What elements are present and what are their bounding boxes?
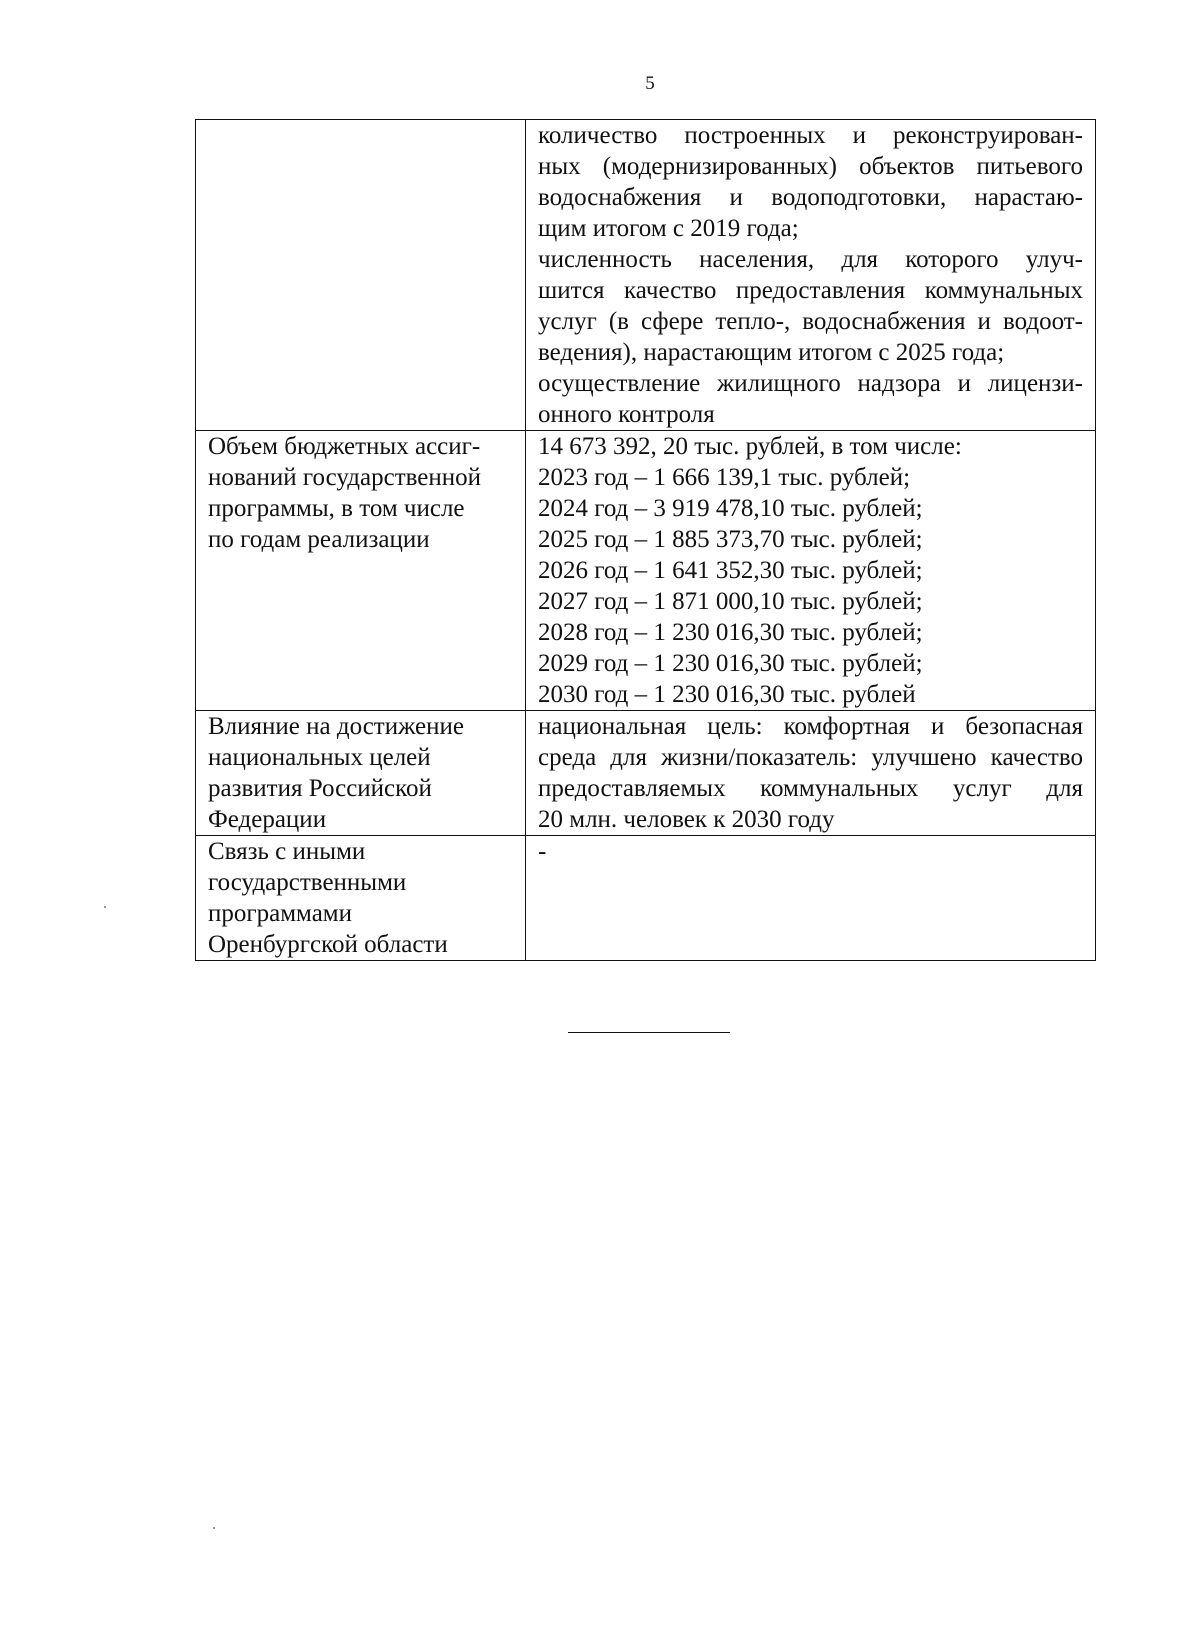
national-goals-label-line: Влияние на достижение: [208, 713, 464, 740]
indicators-line: количество построенных и реконструирован-: [538, 122, 1083, 149]
indicators-line: онного контроля: [538, 401, 715, 428]
national-goals-label-line: Федерации: [208, 806, 327, 833]
budget-year-2028: 2028 год – 1 230 016,30 тыс. рублей;: [538, 619, 923, 646]
budget-label-line: Объем бюджетных ассиг-: [208, 433, 481, 460]
budget-label-cell: [196, 431, 526, 711]
budget-year-2024: 2024 год – 3 919 478,10 тыс. рублей;: [538, 495, 923, 522]
related-programs-label-line: программами: [208, 900, 352, 927]
related-programs-label-line: Оренбургской области: [208, 931, 448, 958]
scan-speck: [104, 906, 106, 908]
national-goals-line: 20 млн. человек к 2030 году: [538, 806, 835, 833]
indicators-line: щим итогом с 2019 года;: [538, 215, 799, 242]
budget-label-line: по годам реализации: [208, 526, 430, 553]
indicators-line: численность населения, для которого улуч-: [538, 246, 1083, 273]
page-number: 5: [645, 73, 655, 94]
national-goals-label-line: развития Российской: [208, 775, 432, 802]
national-goals-value-cell: [526, 711, 1096, 836]
related-programs-label-cell: [196, 836, 526, 961]
national-goals-line: среда для жизни/показатель: улучшено качество: [538, 744, 1083, 771]
related-programs-label-line: государственными: [208, 869, 407, 896]
budget-label-line: программы, в том числе: [208, 495, 465, 522]
indicators-line: ных (модернизированных) объектов питьевого: [538, 153, 1083, 180]
budget-year-2023: 2023 год – 1 666 139,1 тыс. рублей;: [538, 464, 911, 491]
national-goals-label-line: национальных целей: [208, 744, 431, 771]
national-goals-label-cell: [196, 711, 526, 836]
closing-rule: [568, 1032, 730, 1033]
table-row-indicators: [196, 120, 1096, 431]
budget-year-2026: 2026 год – 1 641 352,30 тыс. рублей;: [538, 557, 923, 584]
program-passport-table: [195, 119, 1096, 961]
table-row-national-goals: [196, 711, 1096, 836]
budget-total: 14 673 392, 20 тыс. рублей, в том числе:: [538, 433, 962, 460]
indicators-label-cell: [196, 120, 526, 431]
indicators-line: водоснабжения и водоподготовки, нарастаю-: [538, 184, 1083, 211]
indicators-line: осуществление жилищного надзора и лицензи-: [538, 370, 1083, 397]
table-row-related-programs: [196, 836, 1096, 961]
related-programs-value-cell: [526, 836, 1096, 961]
table-row-budget: [196, 431, 1096, 711]
budget-value-cell: [526, 431, 1096, 711]
indicators-line: шится качество предоставления коммунальных: [538, 277, 1083, 304]
related-programs-value: -: [538, 838, 547, 865]
budget-label-line: нований государственной: [208, 464, 482, 491]
budget-year-2030: 2030 год – 1 230 016,30 тыс. рублей: [538, 681, 916, 708]
related-programs-label-line: Связь с иными: [208, 838, 366, 865]
budget-year-2027: 2027 год – 1 871 000,10 тыс. рублей;: [538, 588, 923, 615]
scan-speck: [213, 1527, 215, 1529]
indicators-line: услуг (в сфере тепло-, водоснабжения и водоот-: [538, 308, 1083, 335]
budget-year-2029: 2029 год – 1 230 016,30 тыс. рублей;: [538, 650, 923, 677]
indicators-line: ведения), нарастающим итогом с 2025 года;: [538, 339, 1005, 366]
national-goals-line: предоставляемых коммунальных услуг для: [538, 775, 1083, 802]
national-goals-line: национальная цель: комфортная и безопасная: [538, 713, 1083, 740]
budget-year-2025: 2025 год – 1 885 373,70 тыс. рублей;: [538, 526, 923, 553]
indicators-value-cell: [526, 120, 1096, 431]
